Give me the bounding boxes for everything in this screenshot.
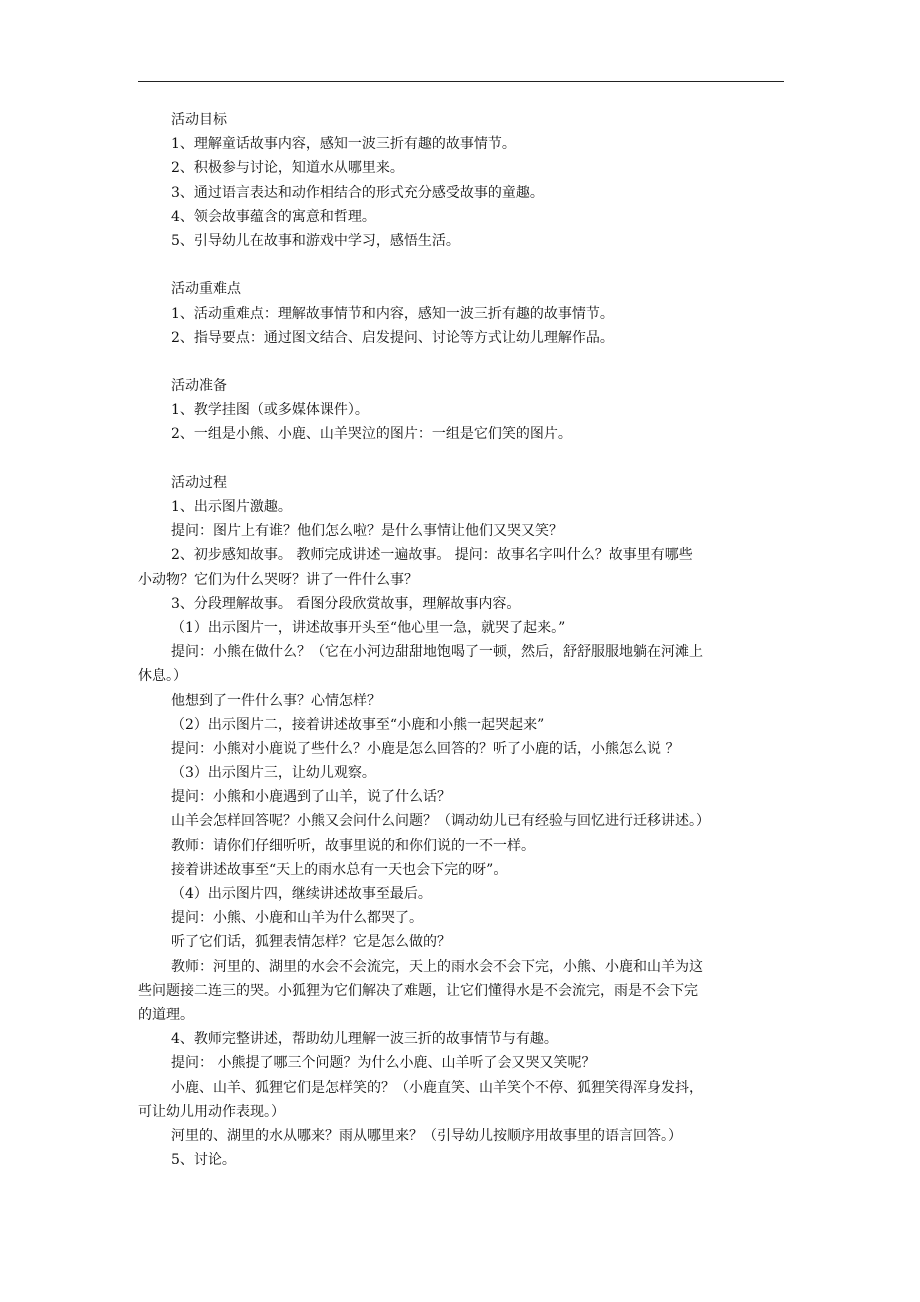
process-line: 3、分段理解故事。 看图分段欣赏故事，理解故事内容。 bbox=[171, 595, 521, 612]
process-line: （1）出示图片一，讲述故事开头至“他心里一急，就哭了起来。” bbox=[171, 619, 566, 636]
process-line: 教师：河里的、湖里的水会不会流完，天上的雨水会不会下完，小熊、小鹿和山羊为这 bbox=[171, 958, 703, 975]
section-heading-process: 活动过程 bbox=[171, 474, 227, 491]
process-line: 的道理。 bbox=[138, 1006, 194, 1023]
preparation-item: 2、一组是小熊、小鹿、山羊哭泣的图片：一组是它们笑的图片。 bbox=[171, 426, 572, 443]
section-heading-goals: 活动目标 bbox=[171, 112, 227, 128]
process-line: 5、讨论。 bbox=[171, 1152, 236, 1169]
process-line: 提问：小熊对小鹿说了些什么？小鹿是怎么回答的？听了小鹿的话，小熊怎么说 ？ bbox=[171, 740, 680, 757]
header-rule bbox=[138, 81, 784, 82]
process-line: 2、初步感知故事。 教师完成讲述一遍故事。 提问：故事名字叫什么？故事里有哪些 bbox=[171, 547, 693, 564]
process-line: 接着讲述故事至“天上的雨水总有一天也会下完的呀”。 bbox=[171, 861, 508, 878]
document-body bbox=[138, 108, 798, 1172]
process-line: 他想到了一件什么事？心情怎样？ bbox=[171, 692, 381, 709]
section-gap bbox=[138, 447, 798, 471]
goal-item: 4、领会故事蕴含的寓意和哲理。 bbox=[171, 208, 376, 225]
process-line: 4、教师完整讲述，帮助幼儿理解一波三折的故事情节与有趣。 bbox=[171, 1031, 558, 1048]
goal-item: 1、理解童话故事内容，感知一波三折有趣的故事情节。 bbox=[171, 136, 516, 153]
key-point-item: 1、活动重难点：理解故事情节和内容，感知一波三折有趣的故事情节。 bbox=[171, 305, 614, 322]
process-line: 休息。） bbox=[138, 668, 187, 685]
process-line: 提问：小熊在做什么？（它在小河边甜甜地饱喝了一顿，然后，舒舒服服地躺在河滩上 bbox=[171, 644, 703, 661]
process-line: （4）出示图片四，继续讲述故事至最后。 bbox=[171, 886, 432, 902]
process-line: （2）出示图片二，接着讲述故事至“小鹿和小熊一起哭起来” bbox=[171, 716, 545, 733]
section-heading-preparation: 活动准备 bbox=[171, 378, 227, 395]
process-line: 提问： 小熊提了哪三个问题？为什么小鹿、山羊听了会又哭又笑呢？ bbox=[171, 1055, 596, 1072]
section-gap bbox=[138, 253, 798, 277]
goal-item: 5、引导幼儿在故事和游戏中学习，感悟生活。 bbox=[171, 232, 460, 249]
process-line: （3）出示图片三，让幼儿观察。 bbox=[171, 765, 376, 782]
key-point-item: 2、指导要点：通过图文结合、启发提问、讨论等方式让幼儿理解作品。 bbox=[171, 329, 614, 346]
process-line: 小鹿、山羊、狐狸它们是怎样笑的？（小鹿直笑、山羊笑个不停、狐狸笑得浑身发抖， bbox=[171, 1079, 703, 1096]
goal-item: 2、积极参与讨论，知道水从哪里来。 bbox=[171, 160, 404, 177]
process-line: 教师：请你们仔细听听，故事里说的和你们说的一不一样。 bbox=[171, 837, 535, 854]
process-line: 些问题接二连三的哭。小狐狸为它们解决了难题，让它们懂得水是不会流完，雨是不会下完 bbox=[138, 982, 698, 999]
process-line: 山羊会怎样回答呢？小熊又会问什么问题？（调动幼儿已有经验与回忆进行迁移讲述。） bbox=[171, 813, 710, 830]
process-line: 提问：图片上有谁？他们怎么啦？是什么事情让他们又哭又笑？ bbox=[171, 523, 563, 540]
process-line: 提问：小熊、小鹿和山羊为什么都哭了。 bbox=[171, 910, 423, 927]
process-line: 可让幼儿用动作表现。） bbox=[138, 1103, 285, 1120]
preparation-item: 1、教学挂图（或多媒体课件）。 bbox=[171, 402, 369, 419]
process-line: 提问：小熊和小鹿遇到了山羊，说了什么话？ bbox=[171, 789, 451, 806]
process-line: 河里的、湖里的水从哪来？雨从哪里来？（引导幼儿按顺序用故事里的语言回答。） bbox=[171, 1127, 682, 1144]
goal-item: 3、通过语言表达和动作相结合的形式充分感受故事的童趣。 bbox=[171, 184, 544, 201]
process-line: 1、出示图片激趣。 bbox=[171, 499, 292, 515]
section-heading-key-points: 活动重难点 bbox=[171, 281, 241, 298]
process-line: 小动物？它们为什么哭呀？讲了一件什么事？ bbox=[138, 571, 418, 588]
section-gap bbox=[138, 350, 798, 374]
process-line: 听了它们话，狐狸表情怎样？它是怎么做的？ bbox=[171, 934, 451, 951]
